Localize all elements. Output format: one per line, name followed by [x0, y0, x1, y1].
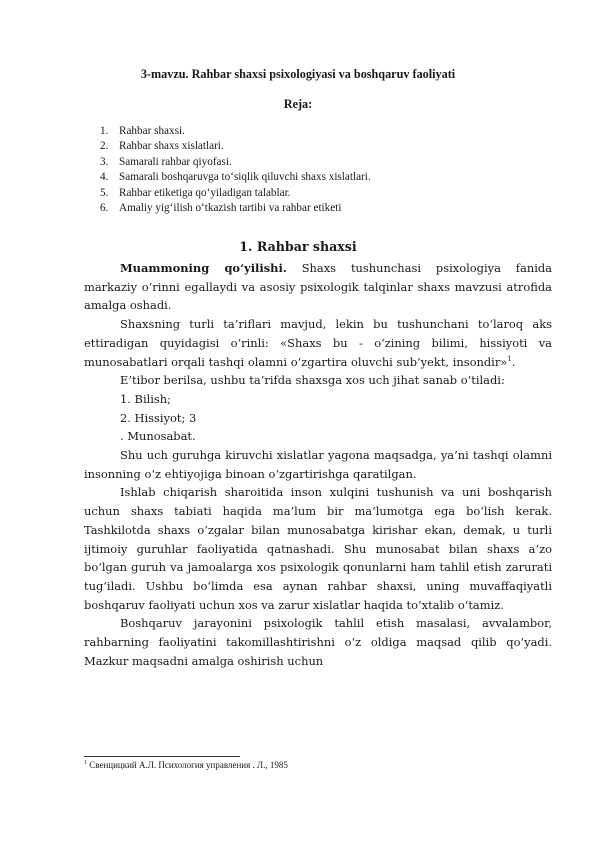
paragraph-lead: Muammoning qo‘yilishi. — [120, 261, 287, 275]
paragraph-aspects — [84, 371, 552, 390]
plan-item — [100, 155, 371, 170]
list-item: . Munosabat. — [120, 429, 196, 444]
plan-item — [100, 186, 371, 201]
paragraph-text: Ishlab chiqarish sharoitida inson xulqini tushunish va uni boshqarish uchun shaxs tabiati haqida ma’lum bir ma’lumotga ega bo‘lish kerak. Tashkilotda shaxs o‘zgalar bilan munosabatga kirishar ekan, demak, u turli ijtimoiy guruhlar faoliyatida qatnashadi. Shu munosabat bilan shaxs a’zo bo‘lgan guruh va jamoalarga xos psixologik qonunlarni ham tahlil etish zarurati tug‘iladi. Ushbu bo‘limda esa aynan rahbar shaxsi, uning muvaffaqiyatli boshqaruv faoliyati uchun xos va zarur xislatlar haqida to‘xtalib o‘tamiz. — [84, 485, 552, 612]
paragraph-end: . — [511, 354, 516, 369]
footnote-mark: 1 — [84, 760, 87, 766]
plan-item-number: 2. — [100, 140, 109, 153]
plan-item — [100, 139, 371, 154]
section-heading: 1. Rahbar shaxsi — [239, 239, 357, 254]
plan-heading: Reja: — [283, 97, 313, 111]
footnote-divider — [84, 756, 240, 757]
paragraph-text: Shaxsning turli ta’riflari mavjud, lekin bu tushunchani to‘laroq aks ettiradigan quyidagisi o‘rinli: «Shaxs bu - o‘zining bilimi, hissiyoti va munosabatlari orqali tashqi olamni o‘zgartira oluvchi sub’yekt, insondir» — [84, 317, 552, 369]
plan-item-number: 3. — [100, 155, 109, 168]
plan-item-number: 1. — [100, 125, 109, 137]
lecture-title: 3-mavzu. Rahbar shaxsi psixologiyasi va boshqaruv faoliyati — [140, 67, 456, 81]
paragraph-definition — [84, 315, 552, 371]
footnote — [84, 760, 288, 770]
list-item: 1. Bilish; — [120, 391, 172, 406]
plan-item-text: Samarali boshqaruvga to‘siqlik qiluvchi shaxs xislatlari. — [119, 171, 371, 184]
plan-item-text: Rahbar shaxsi. — [119, 125, 185, 137]
paragraph-goal — [84, 446, 552, 483]
paragraph-text: Boshqaruv jarayonini psixologik tahlil etish masalasi, avvalambor, rahbarning faoliyatini takomillashtirishni o‘z oldiga maqsad qilib qo‘yadi. Mazkur maqsadni amalga oshirish uchun — [84, 616, 552, 668]
plan-item — [100, 201, 371, 216]
plan-item-text: Rahbar etiketiga qo‘yiladigan talablar. — [119, 186, 291, 199]
paragraph-text: E’tibor berilsa, ushbu ta’rifda shaxsga xos uch jihat sanab o‘tiladi: — [120, 373, 505, 388]
plan-item-text: Amaliy yig‘ilish o‘tkazish tartibi va rahbar etiketi — [119, 202, 342, 215]
plan-item-number: 4. — [100, 171, 109, 184]
body-text — [84, 259, 552, 670]
paragraph-problem-statement — [84, 259, 552, 315]
plan-item-text: Samarali rahbar qiyofasi. — [119, 155, 232, 168]
plan-item-text: Rahbar shaxs xislatlari. — [119, 140, 224, 153]
footnote-reference[interactable]: 1 — [507, 354, 512, 363]
paragraph-text: Shu uch guruhga kiruvchi xislatlar yagona maqsadga, ya’ni tashqi olamni insonning o‘z ehtiyojiga binoan o‘zgartirishga qaratilgan. — [84, 448, 552, 481]
plan-item — [100, 170, 371, 185]
plan-item — [100, 124, 371, 139]
plan-item-number: 5. — [100, 186, 109, 199]
paragraph-production — [84, 483, 552, 614]
list-item: 2. Hissiyot; 3 — [120, 410, 197, 425]
paragraph-text: Shaxs tushunchasi psixologiya fanida markaziy o‘rinni egallaydi va asosiy psixologik talqinlar shaxs mavzusi atrofida amalga oshadi. — [84, 261, 553, 313]
paragraph-management — [84, 614, 552, 670]
plan-item-number: 6. — [100, 202, 109, 215]
plan-list — [100, 124, 371, 216]
footnote-text: Свенцицкий А.Л. Психология управления . Л., 1985 — [87, 760, 288, 770]
